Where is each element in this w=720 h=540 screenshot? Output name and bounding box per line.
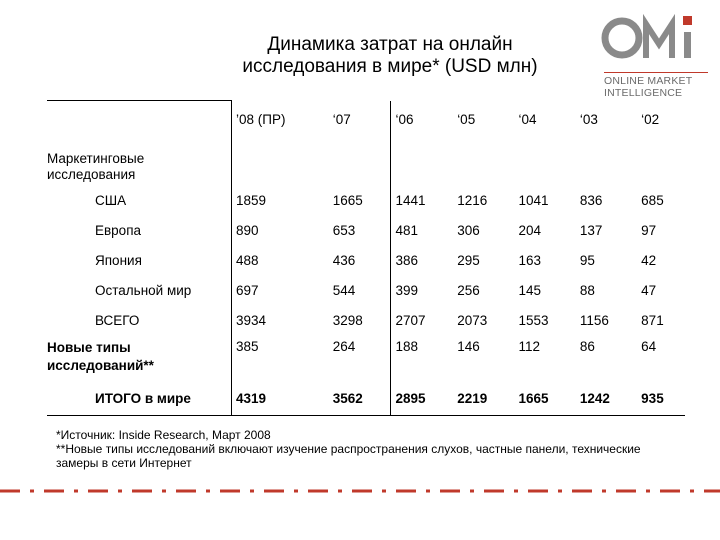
row-label: ИТОГО в мире: [47, 381, 232, 416]
total-row: [47, 381, 685, 416]
table-cell: 256: [457, 282, 480, 298]
table-cell: 47: [641, 282, 657, 298]
table-cell: 1665: [332, 192, 363, 208]
table-row: [47, 305, 685, 335]
table-cell: 1242: [576, 381, 637, 416]
header-cell: ‘03: [579, 112, 598, 128]
footnote-new-types: **Новые типы исследований включают изучение распространения слухов, частные панели, технические замеры в сети Интернет: [56, 442, 641, 470]
logo-text-line-1: ONLINE MARKET: [604, 72, 708, 87]
decorative-dash-line: [0, 488, 720, 494]
row-label: Остальной мир: [95, 282, 192, 298]
table-cell: 4319: [232, 381, 329, 416]
header-cell: ‘05: [457, 112, 476, 128]
table-cell: 188: [391, 335, 453, 381]
row-label: Япония: [95, 252, 142, 268]
table-cell: 97: [641, 222, 657, 238]
title-line-1: Динамика затрат на онлайн: [267, 34, 513, 55]
header-cell: ‘02: [641, 112, 660, 128]
table-cell: 697: [232, 275, 329, 305]
table-cell: 146: [457, 339, 480, 354]
table-cell: 544: [332, 282, 356, 298]
header-cell: ‘04: [518, 112, 537, 128]
table-cell: 2707: [391, 305, 453, 335]
section-row: [47, 139, 685, 185]
page-title: [180, 34, 600, 78]
table-cell: 2895: [391, 381, 453, 416]
header-cell: ’08 (ПР): [232, 101, 329, 140]
table-cell: 1216: [457, 192, 488, 208]
logo-text-line-2: INTELLIGENCE: [604, 87, 683, 99]
table-cell: 42: [641, 252, 657, 268]
header-cell: ‘06: [391, 101, 453, 140]
table-cell: 385: [232, 335, 329, 381]
table-row: [47, 185, 685, 215]
table-cell: 163: [518, 252, 542, 268]
spending-table: [47, 100, 685, 416]
table-cell: 2219: [453, 381, 514, 416]
table-cell: 1553: [518, 312, 549, 328]
logo-i-dot: [683, 16, 692, 25]
table-cell: 204: [518, 222, 542, 238]
table-cell: 3562: [329, 381, 391, 416]
row-label: Новые типы исследований**: [47, 340, 154, 373]
table-cell: 295: [457, 252, 480, 268]
table-cell: 95: [579, 252, 595, 268]
table-cell: 481: [391, 215, 453, 245]
table-cell: 86: [579, 339, 595, 354]
table-cell: 3298: [332, 312, 363, 328]
logo-letter-o: [605, 21, 639, 55]
source-note: *Источник: Inside Research, Март 2008: [56, 428, 271, 442]
table-header-row: [47, 101, 685, 140]
new-types-row: [47, 335, 685, 381]
section-label: Маркетинговые исследования: [47, 151, 145, 182]
table-cell: 1859: [232, 185, 329, 215]
table-cell: 3934: [232, 305, 329, 335]
row-label: Европа: [95, 222, 142, 238]
table-cell: 1041: [518, 192, 549, 208]
table-cell: 2073: [457, 312, 488, 328]
omi-logo-mark: [600, 8, 710, 66]
logo-letter-i: [684, 32, 691, 58]
omi-logo: [600, 8, 710, 100]
table-row: [47, 275, 685, 305]
table-cell: 1665: [515, 381, 576, 416]
title-line-2: исследования в мире* (USD млн): [242, 56, 538, 77]
table-cell: 871: [641, 312, 664, 328]
table-cell: 137: [579, 222, 603, 238]
table-row: [47, 215, 685, 245]
table-cell: 64: [641, 339, 657, 354]
table-cell: 653: [332, 222, 356, 238]
footnotes: [56, 428, 686, 470]
logo-letter-m: [646, 24, 672, 58]
table-cell: 264: [332, 339, 356, 354]
header-blank: [47, 101, 232, 140]
table-cell: 145: [518, 282, 542, 298]
row-label: США: [95, 192, 127, 208]
table-cell: 399: [391, 275, 453, 305]
table-row: [47, 245, 685, 275]
table-cell: 488: [232, 245, 329, 275]
table-cell: 306: [457, 222, 480, 238]
header-cell: ‘07: [332, 112, 351, 128]
table-cell: 112: [518, 339, 541, 354]
table-cell: 1441: [391, 185, 453, 215]
table-cell: 836: [579, 192, 603, 208]
row-label: ВСЕГО: [95, 312, 140, 328]
table-cell: 88: [579, 282, 595, 298]
table-cell: 890: [232, 215, 329, 245]
table-cell: 1156: [579, 312, 609, 328]
table-cell: 935: [637, 381, 685, 416]
table-cell: 386: [391, 245, 453, 275]
table-cell: 436: [332, 252, 356, 268]
table-cell: 685: [641, 192, 664, 208]
